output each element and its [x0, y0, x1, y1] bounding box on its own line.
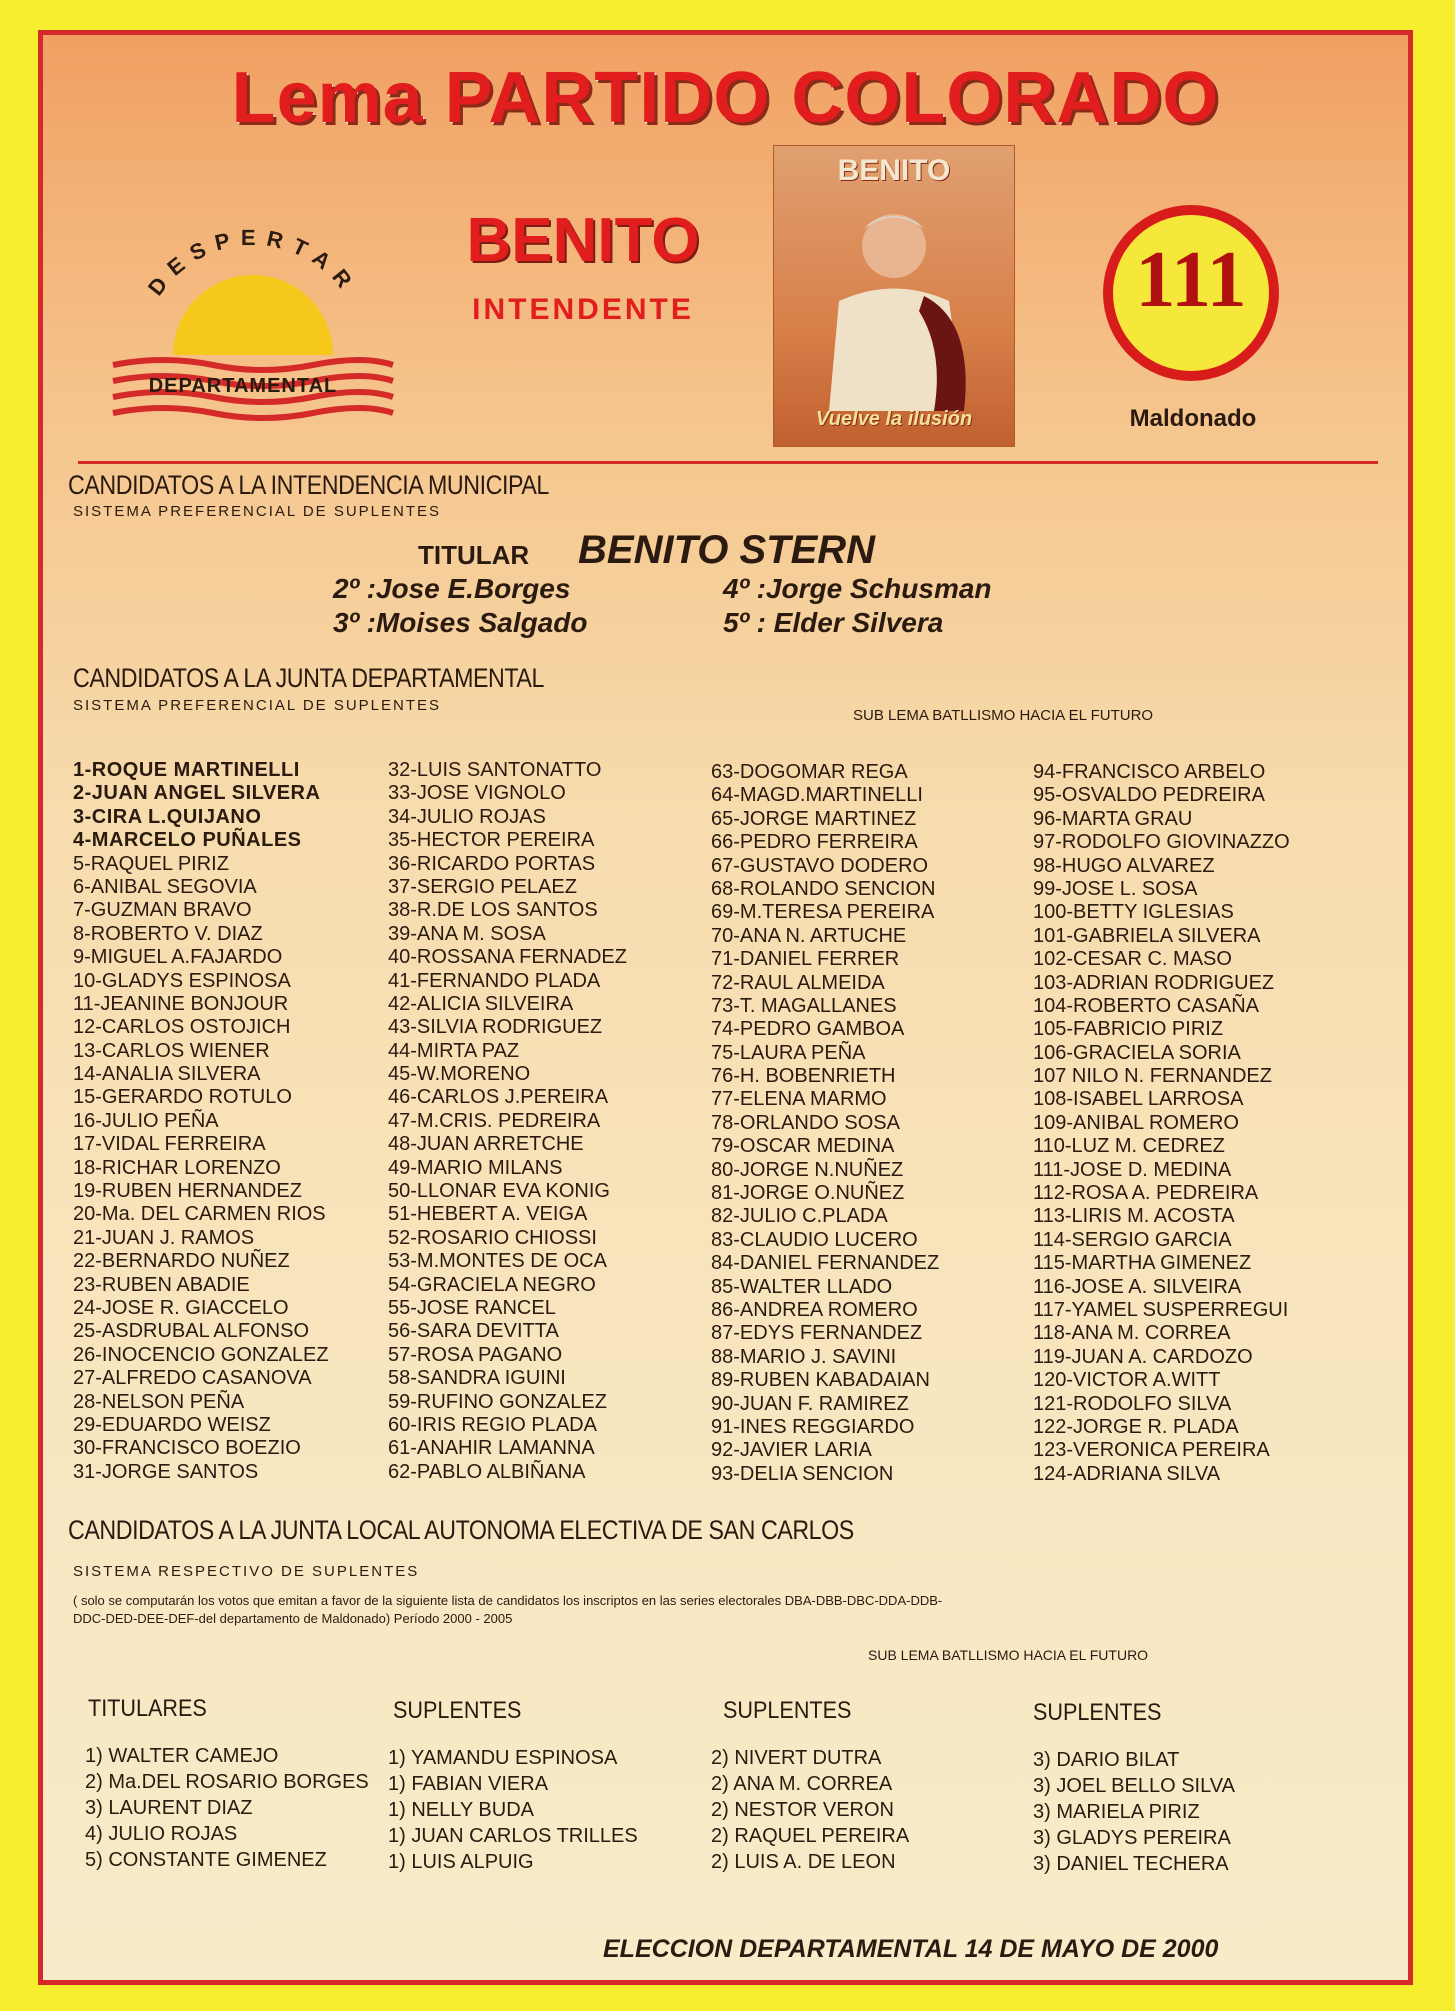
junta-local-note: ( solo se computarán los votos que emitan a favor de la siguiente lista de candidatos los inscriptos en las series electorales DBA-DBB-DBC-DDA-DDB-DDC-DED-DEE-DEF-del departamento de Maldonado) Período 2000 - 2005: [73, 1593, 943, 1626]
candidate-entry: 8-ROBERTO V. DIAZ: [73, 922, 263, 945]
candidate-entry: 11-JEANINE BONJOUR: [73, 992, 289, 1015]
candidate-entry: 69-M.TERESA PEREIRA: [711, 901, 935, 924]
suplentes-list-2: [711, 1745, 909, 1875]
suplentes-heading-3: SUPLENTES: [1033, 1699, 1162, 1726]
candidate-entry: 95-OSVALDO PEDREIRA: [1033, 784, 1265, 807]
junta-local-sublema: SUB LEMA BATLLISMO HACIA EL FUTURO: [868, 1647, 1149, 1663]
candidate-entry: 79-OSCAR MEDINA: [711, 1135, 895, 1158]
alternate-5: 5º : Elder Silvera: [723, 607, 944, 638]
candidate-role: INTENDENTE: [472, 293, 694, 326]
photo-title: BENITO: [837, 154, 951, 187]
candidate-entry: 3) MARIELA PIRIZ: [1033, 1801, 1200, 1823]
footer-election-date: ELECCION DEPARTAMENTAL 14 DE MAYO DE 2000: [603, 1935, 1219, 1963]
candidate-entry: 2) Ma.DEL ROSARIO BORGES: [85, 1771, 369, 1793]
candidate-entry: 2-JUAN ANGEL SILVERA: [73, 782, 321, 805]
junta-heading: CANDIDATOS A LA JUNTA DEPARTAMENTAL: [73, 663, 544, 693]
candidate-entry: 45-W.MORENO: [388, 1063, 531, 1086]
candidate-entry: 58-SANDRA IGUINI: [388, 1367, 566, 1390]
candidate-entry: 10-GLADYS ESPINOSA: [73, 969, 291, 992]
candidate-entry: 78-ORLANDO SOSA: [711, 1111, 900, 1134]
candidate-entry: 2) NIVERT DUTRA: [711, 1747, 882, 1769]
flyer-frame: [38, 30, 1413, 1985]
candidate-entry: 57-ROSA PAGANO: [388, 1343, 563, 1366]
candidate-entry: 1) LUIS ALPUIG: [388, 1851, 534, 1873]
alternate-3: 3º :Moises Salgado: [333, 607, 588, 638]
candidate-entry: 114-SERGIO GARCIA: [1033, 1228, 1232, 1251]
candidate-entry: 121-RODOLFO SILVA: [1033, 1392, 1232, 1415]
candidate-entry: 64-MAGD.MARTINELLI: [711, 784, 923, 807]
candidate-entry: 1) NELLY BUDA: [388, 1799, 534, 1821]
candidate-entry: 30-FRANCISCO BOEZIO: [73, 1437, 301, 1460]
candidate-entry: 39-ANA M. SOSA: [388, 922, 546, 945]
candidate-entry: 66-PEDRO FERREIRA: [711, 831, 918, 854]
candidate-entry: 25-ASDRUBAL ALFONSO: [73, 1320, 310, 1343]
candidate-entry: 115-MARTHA GIMENEZ: [1033, 1252, 1252, 1275]
candidate-entry: 104-ROBERTO CASAÑA: [1033, 994, 1260, 1017]
candidate-entry: 4) JULIO ROJAS: [85, 1823, 238, 1845]
candidate-photo: [773, 145, 1015, 447]
logo-arc-text: DESPERTAR: [142, 225, 364, 301]
candidate-entry: 105-FABRICIO PIRIZ: [1033, 1018, 1224, 1041]
candidate-entry: 53-M.MONTES DE OCA: [388, 1250, 607, 1273]
candidate-entry: 62-PABLO ALBIÑANA: [388, 1460, 586, 1483]
candidate-entry: 119-JUAN A. CARDOZO: [1033, 1345, 1253, 1368]
candidate-entry: 73-T. MAGALLANES: [711, 994, 897, 1017]
candidate-entry: 13-CARLOS WIENER: [73, 1039, 270, 1062]
junta-column-3: [711, 761, 939, 1486]
candidate-entry: 108-ISABEL LARROSA: [1033, 1088, 1244, 1111]
person-figure: [804, 201, 984, 411]
candidate-entry: 96-MARTA GRAU: [1033, 807, 1193, 830]
candidate-entry: 16-JULIO PEÑA: [73, 1109, 219, 1132]
candidate-entry: 75-LAURA PEÑA: [711, 1041, 866, 1064]
candidate-entry: 123-VERONICA PEREIRA: [1033, 1439, 1270, 1462]
sun-shape: [173, 275, 333, 355]
candidate-entry: 76-H. BOBENRIETH: [711, 1065, 896, 1088]
candidate-entry: 54-GRACIELA NEGRO: [388, 1273, 596, 1296]
candidate-entry: 21-JUAN J. RAMOS: [73, 1226, 255, 1249]
candidate-entry: 80-JORGE N.NUÑEZ: [711, 1158, 904, 1181]
candidate-entry: 102-CESAR C. MASO: [1033, 948, 1232, 971]
candidate-entry: 50-LLONAR EVA KONIG: [388, 1180, 610, 1203]
candidate-entry: 15-GERARDO ROTULO: [73, 1086, 292, 1109]
junta-sublema: SUB LEMA BATLLISMO HACIA EL FUTURO: [853, 707, 1154, 724]
candidate-entry: 72-RAUL ALMEIDA: [711, 971, 885, 994]
candidate-entry: 3) DANIEL TECHERA: [1033, 1853, 1229, 1875]
candidate-entry: 70-ANA N. ARTUCHE: [711, 924, 907, 947]
candidate-entry: 99-JOSE L. SOSA: [1033, 877, 1198, 900]
candidate-entry: 2) RAQUEL PEREIRA: [711, 1825, 910, 1847]
candidate-entry: 91-INES REGGIARDO: [711, 1415, 915, 1438]
candidate-entry: 2) LUIS A. DE LEON: [711, 1851, 896, 1873]
titular-label: TITULAR: [418, 540, 530, 570]
candidate-entry: 71-DANIEL FERRER: [711, 948, 900, 971]
candidate-entry: 9-MIGUEL A.FAJARDO: [73, 946, 283, 969]
suplentes-heading-2: SUPLENTES: [723, 1697, 852, 1724]
junta-column-2: [388, 759, 627, 1484]
titulares-list: [85, 1743, 369, 1873]
candidate-entry: 67-GUSTAVO DODERO: [711, 854, 929, 877]
logo-departamental: DEPARTAMENTAL: [148, 375, 338, 397]
candidate-entry: 5) CONSTANTE GIMENEZ: [85, 1849, 327, 1871]
candidate-entry: 86-ANDREA ROMERO: [711, 1298, 918, 1321]
candidate-entry: 43-SILVIA RODRIGUEZ: [388, 1016, 603, 1039]
candidate-entry: 110-LUZ M. CEDREZ: [1033, 1135, 1225, 1158]
candidate-entry: 6-ANIBAL SEGOVIA: [73, 875, 257, 898]
candidate-entry: 55-JOSE RANCEL: [388, 1296, 556, 1319]
titulares-heading: TITULARES: [88, 1695, 207, 1722]
candidate-entry: 82-JULIO C.PLADA: [711, 1205, 888, 1228]
candidate-entry: 35-HECTOR PEREIRA: [388, 829, 595, 852]
candidate-entry: 29-EDUARDO WEISZ: [73, 1413, 271, 1436]
candidate-entry: 90-JUAN F. RAMIREZ: [711, 1392, 909, 1415]
candidate-entry: 124-ADRIANA SILVA: [1033, 1462, 1221, 1485]
suplentes-heading-1: SUPLENTES: [393, 1697, 522, 1724]
candidate-entry: 49-MARIO MILANS: [388, 1156, 563, 1179]
candidate-entry: 88-MARIO J. SAVINI: [711, 1345, 897, 1368]
candidate-entry: 52-ROSARIO CHIOSSI: [388, 1226, 597, 1249]
candidate-entry: 34-JULIO ROJAS: [388, 805, 546, 828]
candidate-entry: 1) JUAN CARLOS TRILLES: [388, 1825, 638, 1847]
candidate-entry: 98-HUGO ALVAREZ: [1033, 854, 1215, 877]
candidate-entry: 116-JOSE A. SILVEIRA: [1033, 1275, 1242, 1298]
candidate-entry: 31-JORGE SANTOS: [73, 1460, 259, 1483]
candidate-entry: 77-ELENA MARMO: [711, 1088, 887, 1111]
candidate-entry: 36-RICARDO PORTAS: [388, 852, 596, 875]
candidate-entry: 100-BETTY IGLESIAS: [1033, 901, 1234, 924]
candidate-entry: 5-RAQUEL PIRIZ: [73, 852, 229, 875]
alternate-2: 2º :Jose E.Borges: [333, 573, 571, 604]
candidate-entry: 26-INOCENCIO GONZALEZ: [73, 1343, 329, 1366]
candidate-entry: 38-R.DE LOS SANTOS: [388, 899, 598, 922]
intendencia-subheading: SISTEMA PREFERENCIAL DE SUPLENTES: [73, 503, 442, 520]
candidate-entry: 94-FRANCISCO ARBELO: [1033, 761, 1266, 783]
candidate-entry: 101-GABRIELA SILVERA: [1033, 924, 1261, 947]
candidate-entry: 103-ADRIAN RODRIGUEZ: [1033, 971, 1275, 994]
candidate-entry: 12-CARLOS OSTOJICH: [73, 1016, 291, 1039]
candidate-entry: 33-JOSE VIGNOLO: [388, 782, 566, 805]
candidate-entry: 59-RUFINO GONZALEZ: [388, 1390, 607, 1413]
candidate-entry: 120-VICTOR A.WITT: [1033, 1369, 1221, 1392]
junta-local-heading: CANDIDATOS A LA JUNTA LOCAL AUTONOMA ELECTIVA DE SAN CARLOS: [68, 1515, 854, 1545]
candidate-entry: 56-SARA DEVITTA: [388, 1320, 559, 1343]
titular-name: BENITO STERN: [578, 528, 876, 572]
candidate-entry: 68-ROLANDO SENCION: [711, 877, 936, 900]
candidate-entry: 3) JOEL BELLO SILVA: [1033, 1775, 1235, 1797]
candidate-entry: 47-M.CRIS. PEDREIRA: [388, 1109, 601, 1132]
candidate-entry: 83-CLAUDIO LUCERO: [711, 1228, 918, 1251]
alternate-4: 4º :Jorge Schusman: [723, 573, 992, 604]
candidate-entry: 3) GLADYS PEREIRA: [1033, 1827, 1231, 1849]
candidate-entry: 23-RUBEN ABADIE: [73, 1273, 250, 1296]
candidate-entry: 4-MARCELO PUÑALES: [73, 829, 302, 852]
candidate-entry: 60-IRIS REGIO PLADA: [388, 1413, 597, 1436]
candidate-entry: 85-WALTER LLADO: [711, 1275, 893, 1298]
candidate-entry: 22-BERNARDO NUÑEZ: [73, 1250, 290, 1273]
despertar-sun-logo: [103, 205, 403, 445]
candidate-entry: 7-GUZMAN BRAVO: [73, 899, 252, 922]
candidate-entry: 107 NILO N. FERNANDEZ: [1033, 1065, 1272, 1088]
junta-column-4: [1033, 761, 1290, 1486]
candidate-entry: 74-PEDRO GAMBOA: [711, 1018, 905, 1041]
candidate-entry: 81-JORGE O.NUÑEZ: [711, 1182, 905, 1205]
candidate-entry: 14-ANALIA SILVERA: [73, 1063, 261, 1086]
suplentes-list-1: [388, 1745, 638, 1875]
candidate-entry: 117-YAMEL SUSPERREGUI: [1033, 1298, 1289, 1321]
department-name: Maldonado: [1129, 405, 1257, 432]
candidate-entry: 89-RUBEN KABADAIAN: [711, 1369, 930, 1392]
list-number: 111: [1135, 236, 1247, 324]
candidate-entry: 84-DANIEL FERNANDEZ: [711, 1252, 940, 1275]
candidate-entry: 122-JORGE R. PLADA: [1033, 1415, 1239, 1438]
candidate-name: BENITO: [466, 206, 700, 275]
candidate-entry: 19-RUBEN HERNANDEZ: [73, 1180, 302, 1203]
candidate-entry: 1) FABIAN VIERA: [388, 1773, 549, 1795]
candidate-entry: 112-ROSA A. PEDREIRA: [1033, 1182, 1259, 1205]
candidate-entry: 32-LUIS SANTONATTO: [388, 759, 602, 781]
candidate-entry: 1) WALTER CAMEJO: [85, 1745, 279, 1767]
candidate-entry: 106-GRACIELA SORIA: [1033, 1041, 1241, 1064]
candidate-entry: 28-NELSON PEÑA: [73, 1390, 245, 1413]
candidate-entry: 41-FERNANDO PLADA: [388, 969, 601, 992]
candidate-entry: 111-JOSE D. MEDINA: [1033, 1158, 1232, 1181]
suplentes-list-3: [1033, 1747, 1235, 1877]
candidate-entry: 20-Ma. DEL CARMEN RIOS: [73, 1203, 326, 1226]
divider: [78, 461, 1378, 464]
photo-slogan: Vuelve la ilusión: [815, 408, 973, 430]
candidate-entry: 3) DARIO BILAT: [1033, 1749, 1180, 1771]
candidate-entry: 3-CIRA L.QUIJANO: [73, 805, 262, 828]
junta-local-subheading: SISTEMA RESPECTIVO DE SUPLENTES: [73, 1563, 420, 1580]
intendencia-heading: CANDIDATOS A LA INTENDENCIA MUNICIPAL: [68, 470, 549, 500]
candidate-entry: 2) NESTOR VERON: [711, 1799, 894, 1821]
candidate-entry: 93-DELIA SENCION: [711, 1462, 894, 1485]
candidate-entry: 113-LIRIS M. ACOSTA: [1033, 1205, 1235, 1228]
lema-title: Lema PARTIDO COLORADO: [231, 58, 1220, 138]
candidate-entry: 27-ALFREDO CASANOVA: [73, 1367, 312, 1390]
candidate-entry: 65-JORGE MARTINEZ: [711, 807, 917, 830]
candidate-entry: 1) YAMANDU ESPINOSA: [388, 1747, 618, 1769]
candidate-entry: 24-JOSE R. GIACCELO: [73, 1296, 289, 1319]
candidate-entry: 61-ANAHIR LAMANNA: [388, 1437, 595, 1460]
candidate-entry: 17-VIDAL FERREIRA: [73, 1133, 266, 1156]
candidate-entry: 42-ALICIA SILVEIRA: [388, 992, 574, 1015]
candidate-entry: 118-ANA M. CORREA: [1033, 1322, 1231, 1345]
junta-column-1: [73, 759, 329, 1484]
candidate-entry: 87-EDYS FERNANDEZ: [711, 1322, 923, 1345]
candidate-entry: 2) ANA M. CORREA: [711, 1773, 893, 1795]
candidate-entry: 18-RICHAR LORENZO: [73, 1156, 281, 1179]
candidate-entry: 51-HEBERT A. VEIGA: [388, 1203, 588, 1226]
candidate-entry: 63-DOGOMAR REGA: [711, 761, 908, 783]
candidate-entry: 97-RODOLFO GIOVINAZZO: [1033, 831, 1290, 854]
candidate-entry: 3) LAURENT DIAZ: [85, 1797, 253, 1819]
candidate-entry: 40-ROSSANA FERNADEZ: [388, 946, 627, 969]
candidate-entry: 37-SERGIO PELAEZ: [388, 875, 577, 898]
candidate-entry: 44-MIRTA PAZ: [388, 1039, 520, 1062]
candidate-entry: 1-ROQUE MARTINELLI: [73, 759, 300, 781]
candidate-entry: 48-JUAN ARRETCHE: [388, 1133, 584, 1156]
candidate-entry: 92-JAVIER LARIA: [711, 1439, 872, 1462]
candidate-entry: 46-CARLOS J.PEREIRA: [388, 1086, 609, 1109]
junta-subheading: SISTEMA PREFERENCIAL DE SUPLENTES: [73, 697, 442, 714]
candidate-entry: 109-ANIBAL ROMERO: [1033, 1111, 1239, 1134]
